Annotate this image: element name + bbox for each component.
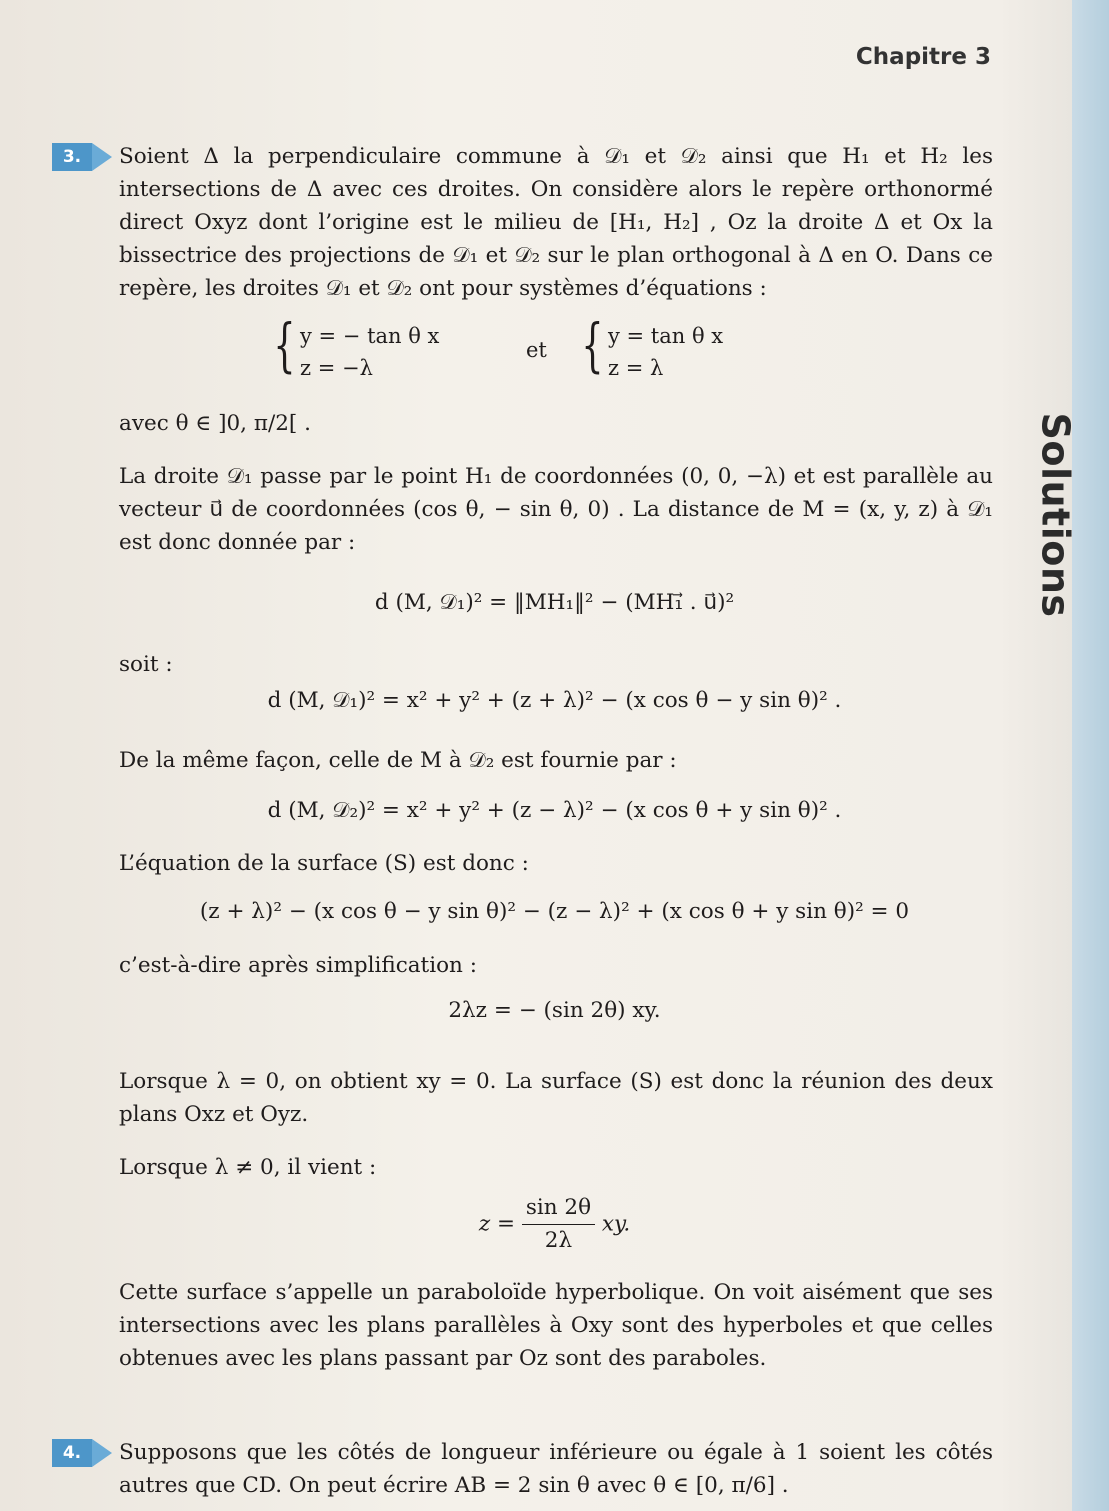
system-right-row-1: y = tan θ x bbox=[608, 324, 724, 348]
exercise-3-number: 3. bbox=[52, 143, 92, 171]
exercise-3-paragraph-7: Lorsque λ ≠ 0, il vient : bbox=[119, 1155, 377, 1180]
chapter-heading: Chapitre 3 bbox=[855, 44, 991, 70]
marker-arrow-icon bbox=[92, 1439, 112, 1467]
equation-rhs: xy. bbox=[601, 1211, 631, 1237]
system-connector: et bbox=[526, 338, 547, 362]
paragraph: Soient Δ la perpendiculaire commune à 𝒟₁ et 𝒟₂ ainsi que H₁ et H₂ les intersections de Δ avec ces droites. On considère alors le repère orthonormé direct Oxyz dont l’origine est le milieu de [H₁, H₂] , Oz la droite Δ et Ox la bissectrice des projections de 𝒟₁ et 𝒟₂ sur le plan orthogonal à Δ en O. Dans ce repère, les droites 𝒟₁ et 𝒟₂ ont pour systèmes d’équations : bbox=[119, 144, 993, 301]
exercise-3-paragraph-3: De la même façon, celle de M à 𝒟₂ est fournie par : bbox=[119, 748, 677, 773]
theta-range: avec θ ∈ ]0, π/2[ . bbox=[119, 411, 311, 436]
equation-distance-d2: d (M, 𝒟₂)² = x² + y² + (z − λ)² − (x cos θ + y sin θ)² . bbox=[267, 798, 842, 823]
equation-lhs: z = bbox=[478, 1211, 515, 1237]
equation-distance-d1-definition: d (M, 𝒟₁)² = ‖MH₁‖² − (MH₁⃗ . u⃗)² bbox=[374, 590, 735, 615]
fraction bbox=[522, 1192, 595, 1257]
system-right-row-2: z = λ bbox=[608, 356, 664, 380]
equation-simplified: 2λz = − (sin 2θ) xy. bbox=[448, 998, 661, 1023]
equation-surface: (z + λ)² − (x cos θ − y sin θ)² − (z − λ)² + (x cos θ + y sin θ)² = 0 bbox=[199, 899, 910, 924]
soit-label: soit : bbox=[119, 652, 173, 677]
exercise-3-paragraph-5: c’est-à-dire après simplification : bbox=[119, 953, 477, 978]
side-tab-label-container bbox=[1026, 412, 1086, 618]
exercise-4-marker bbox=[52, 1439, 114, 1467]
fraction-numerator: sin 2θ bbox=[522, 1192, 595, 1225]
exercise-4-intro: Supposons que les côtés de longueur inférieure ou égale à 1 soient les côtés autres que CD. On peut écrire AB = 2 sin θ avec θ ∈ [0, π/6] . bbox=[119, 1440, 993, 1498]
exercise-3-paragraph-4: L’équation de la surface (S) est donc : bbox=[119, 851, 529, 876]
equation-paraboloid bbox=[0, 1192, 1109, 1257]
system-left-row-1: y = − tan θ x bbox=[300, 324, 440, 348]
exercise-4-number: 4. bbox=[52, 1439, 92, 1467]
side-tab-label: Solutions bbox=[1034, 412, 1078, 618]
marker-arrow-icon bbox=[92, 143, 112, 171]
exercise-3-paragraph-2: La droite 𝒟₁ passe par le point H₁ de coordonnées (0, 0, −λ) et est parallèle au vecteur u⃗ de coordonnées (cos θ, − sin θ, 0) . La distance de M = (x, y, z) à 𝒟₁ est donc donnée par : bbox=[119, 464, 993, 555]
exercise-3-paragraph-8: Cette surface s’appelle un paraboloïde hyperbolique. On voit aisément que ses intersections avec les plans parallèles à Oxy sont des hyperboles et que celles obtenues avec les plans passant par Oz sont des paraboles. bbox=[119, 1280, 993, 1371]
exercise-3-intro bbox=[119, 140, 993, 305]
system-left-row-2: z = −λ bbox=[300, 356, 373, 380]
exercise-3-paragraph-6: Lorsque λ = 0, on obtient xy = 0. La surface (S) est donc la réunion des deux plans Oxz et Oyz. bbox=[119, 1069, 993, 1127]
equation-distance-d1: d (M, 𝒟₁)² = x² + y² + (z + λ)² − (x cos θ − y sin θ)² . bbox=[267, 688, 842, 713]
exercise-3-marker bbox=[52, 143, 114, 171]
section-side-tab bbox=[1072, 0, 1109, 1511]
fraction-denominator: 2λ bbox=[544, 1228, 573, 1253]
